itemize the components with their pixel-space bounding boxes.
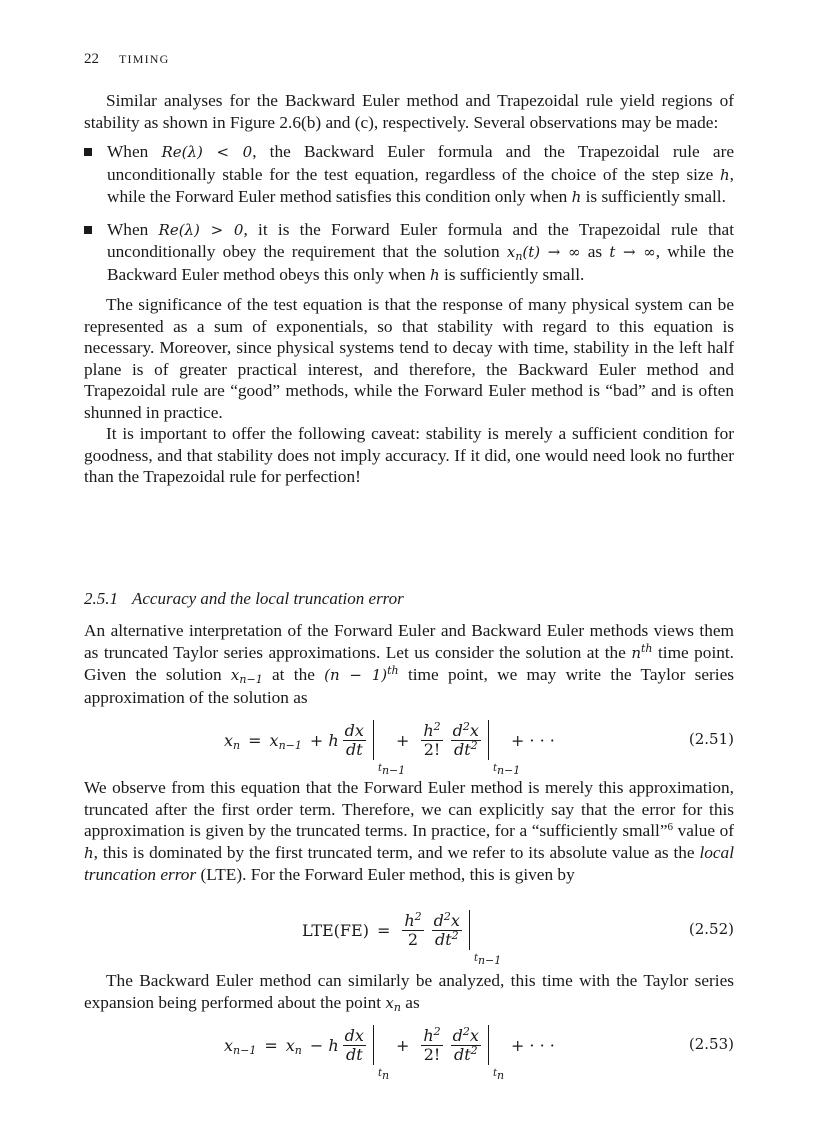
running-title: TIMING (119, 52, 170, 66)
bullet-square-icon (84, 226, 92, 234)
body-text-top (84, 90, 734, 488)
paragraph-taylor-intro: An alternative interpretation of the Forward Euler and Backward Euler methods views them as truncated Taylor series approximations. Let us consider the solution at the $n^{th}$ time point. Given the solution $x_{n-1}$ at the $(n - 1)^{th}$ time point, we may write the Taylor series approximation of the solution as (84, 621, 735, 707)
paragraph-caveat: It is important to offer the following caveat: stability is merely a sufficient condition for goodness, and that stability does not imply accuracy. If it did, one would need look no further than the Trapezoidal rule for perfection! (84, 424, 734, 486)
section-number: 2.5.1 (84, 589, 118, 608)
section-title: Accuracy and the local truncation error (132, 589, 404, 608)
page-header (84, 51, 170, 68)
equation-number: (2.52) (688, 920, 734, 938)
paragraph-lte: We observe from this equation that the Forward Euler method is merely this approximation, truncated after the first order term. Therefore, we can explicitly say that the error for this approximation is given by the truncated terms. In practice, for a “sufficiently small”$^6$ value of h, this is dominated by the first truncated term, and we refer to its absolute value as the local truncation error (LTE). For the Forward Euler method, this is given by (84, 778, 734, 884)
equation-number: (2.51) (688, 730, 734, 748)
equation-2-51: $x_n$ = $x_{n-1}$ + h $\frac{dx}{dt}$ $t_{n-1}$ + $\frac{h^2}{2!}$ $\frac{d^2x}{dt^2}$ $t_{n-1}$ + · · · (2.51) (224, 719, 734, 777)
page-number: 22 (84, 51, 99, 67)
bullet-square-icon (84, 148, 92, 156)
section-heading (84, 589, 734, 609)
equation-number: (2.53) (688, 1035, 734, 1053)
equation-2-52: LTE(FE) = $\frac{h^2}{2}$ $\frac{d^2x}{dt^2}$ $t_{n-1}$ (2.52) (302, 909, 734, 967)
paragraph-significance: The significance of the test equation is that the response of many physical system can be represented as a sum of exponentials, so that stability with regard to this equation is necessary. Moreover, since physical systems tend to decay with time, stability in the left half plane is of greater practical interest, and therefore, the Backward Euler method and Trapezoidal rule are “good” methods, while the Forward Euler method is “bad” and is often shunned in practice. (84, 295, 734, 422)
bullet-item-negative: When Re(λ) < 0, the Backward Euler formula and the Trapezoidal rule are unconditionally stable for the test equation, regardless of the choice of the step size h, while the Forward Euler method satisfies this condition only when h is sufficiently small. (84, 141, 734, 209)
bullet-item-positive: When Re(λ) > 0, it is the Forward Euler formula and the Trapezoidal rule that unconditionally obey the requirement that the solution $x_n(t)$ → ∞ as t → ∞, while the Backward Euler method obeys this only when h is sufficiently small. (84, 219, 734, 287)
paragraph-intro: Similar analyses for the Backward Euler method and Trapezoidal rule yield regions of stability as shown in Figure 2.6(b) and (c), respectively. Several observations may be made: (84, 91, 734, 132)
paragraph-backward-euler: The Backward Euler method can similarly be analyzed, this time with the Taylor series expansion being performed about the point $x_n$ as (84, 971, 734, 1014)
equation-2-53: $x_{n-1}$ = $x_n$ − h $\frac{dx}{dt}$ $t_n$ + $\frac{h^2}{2!}$ $\frac{d^2x}{dt^2}$ $t_n$ + · · · (2.53) (224, 1024, 734, 1082)
